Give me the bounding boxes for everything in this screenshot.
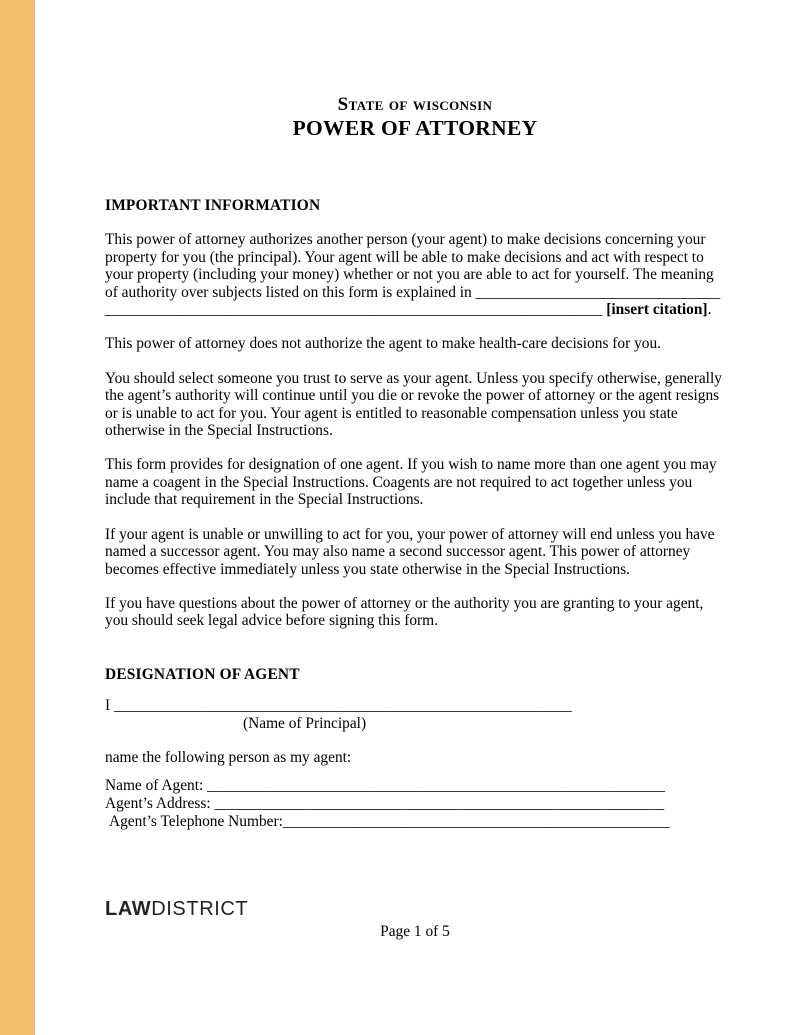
agent-phone-label: Agent’s Telephone Number: bbox=[109, 812, 283, 830]
document-page bbox=[35, 0, 800, 1035]
section-heading-important-information: IMPORTANT INFORMATION bbox=[105, 197, 321, 214]
logo-district-part: DISTRICT bbox=[151, 898, 249, 921]
document-content bbox=[105, 0, 725, 941]
document-title: POWER OF ATTORNEY bbox=[292, 116, 538, 140]
document-header bbox=[105, 94, 725, 140]
agent-address-blank: _________________________________________________________ bbox=[214, 794, 665, 812]
agent-phone-blank: _________________________________________________ bbox=[282, 812, 670, 830]
state-title: State of wisconsin bbox=[337, 94, 493, 115]
agent-name-blank: __________________________________________________________ bbox=[207, 777, 666, 795]
principal-prefix: I bbox=[105, 697, 114, 715]
logo-law-part: LAW bbox=[105, 898, 152, 921]
left-accent-stripe bbox=[0, 0, 35, 1035]
paragraph-successor-agent: If your agent is unable or unwilling to act for you, your power of attorney will end unless you have named a successor agent. You may also name a second successor agent. This power of attorney becomes effective immediately unless you state otherwise in the Special Instructions. bbox=[105, 525, 715, 578]
paragraph-authorization-text: This power of attorney authorizes another person (your agent) to make decisions concerning your property for you (the principal). Your agent will be able to make decisions and act with respect to your property (including your money) whether or not you are able to act for yourself. The meaning of authority over subjects listed on this form is explained in bbox=[105, 231, 714, 301]
section-heading-designation-of-agent: DESIGNATION OF AGENT bbox=[105, 665, 300, 683]
paragraph-healthcare-exclusion: This power of attorney does not authorize the agent to make health-care decisions for you. bbox=[105, 335, 662, 353]
agent-intro-text: name the following person as my agent: bbox=[105, 748, 352, 766]
document-footer bbox=[105, 898, 725, 940]
citation-period: . bbox=[707, 301, 712, 319]
principal-name-blank: __________________________________________________________ bbox=[113, 697, 572, 715]
citation-blank-line: ______________________________________________________________________________________________ bbox=[105, 283, 721, 319]
page-number-indicator: Page 1 of 5 bbox=[380, 923, 450, 941]
agent-address-label: Agent’s Address: bbox=[105, 794, 215, 812]
paragraph-agent-selection: You should select someone you trust to serve as your agent. Unless you specify otherwise, generally the agent’s authority will continue until you die or revoke the power of attorney or the agent resigns or is unable to act for you. Your agent is entitled to reasonable compensation unless you state otherwise in the Special Instructions. bbox=[105, 369, 722, 440]
agent-fields-block bbox=[105, 777, 725, 830]
paragraph-coagent: This form provides for designation of one agent. If you wish to name more than one agent you may name a coagent in the Special Instructions. Coagents are not required to act together unless you include that requirement in the Special Instructions. bbox=[105, 456, 717, 509]
lawdistrict-logo bbox=[105, 898, 725, 920]
field-row-agent-name bbox=[105, 777, 725, 795]
paragraph-legal-advice: If you have questions about the power of attorney or the authority you are granting to your agent, you should seek legal advice before signing this form. bbox=[105, 594, 704, 630]
paragraph-authorization bbox=[105, 231, 725, 318]
principal-caption: (Name of Principal) bbox=[243, 714, 367, 732]
agent-name-label: Name of Agent: bbox=[105, 777, 208, 795]
principal-name-line bbox=[105, 697, 725, 714]
field-row-agent-address bbox=[105, 795, 725, 813]
field-row-agent-phone bbox=[105, 813, 725, 831]
insert-citation-label: [insert citation] bbox=[602, 301, 708, 319]
